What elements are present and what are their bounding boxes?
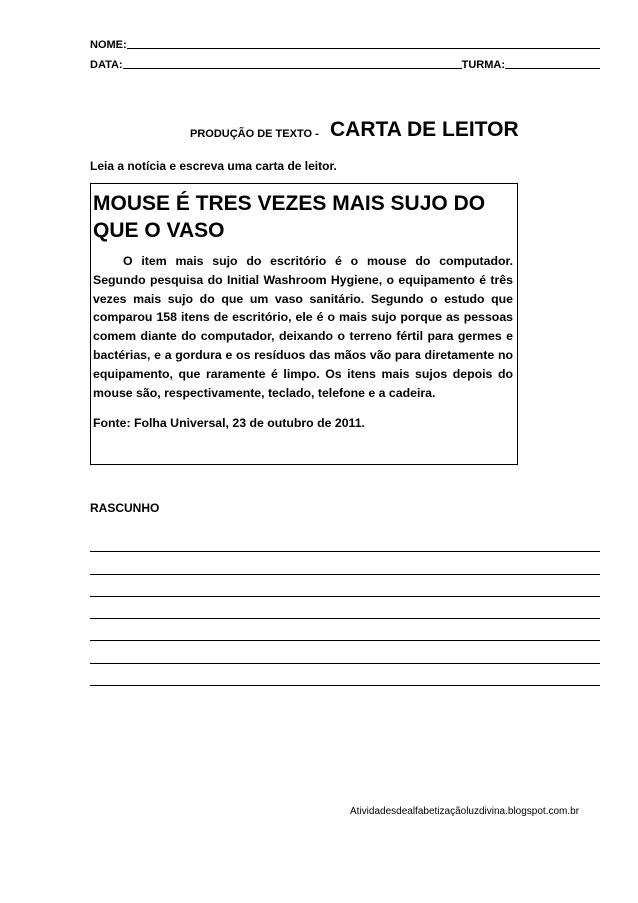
footer-credit: Atividadesdealfabetizaçãoluzdivina.blogspot.com.br (350, 806, 580, 817)
draft-label: RASCUNHO (90, 501, 160, 515)
draft-line[interactable] (90, 597, 600, 619)
draft-line[interactable] (90, 641, 600, 663)
date-label: DATA: (90, 59, 123, 71)
class-label: TURMA: (461, 59, 505, 71)
draft-line[interactable] (90, 552, 600, 574)
name-field[interactable] (90, 38, 600, 51)
news-headline: MOUSE É TRES VEZES MAIS SUJO DO QUE O VASO (93, 192, 486, 242)
draft-line[interactable] (90, 575, 600, 597)
news-box (90, 183, 518, 465)
instruction-text: Leia a notícia e escreva uma carta de leitor. (90, 159, 337, 173)
title-main: CARTA DE LEITOR (330, 118, 519, 141)
page-title (0, 118, 638, 148)
news-body: O item mais sujo do escritório é o mouse do computador. Segundo pesquisa do Initial Washroom Hygiene, o equipamento é três vezes mais sujo do que um vaso sanitário. Segundo o estudo que comparou 158 itens de escritório, ele é o mais sujo porque as pessoas comem diante do computador, deixando o terreno fértil para germes e bactérias, e a gordura e os resíduos das mãos vão para diretamente no equipamento, que raramente é limpo. Os itens mais sujos depois do mouse são, respectivamente, teclado, telefone e a cadeira. (93, 254, 513, 400)
date-blank-line[interactable] (123, 58, 462, 69)
draft-area[interactable] (90, 530, 600, 686)
draft-line[interactable] (90, 530, 600, 552)
class-blank-line[interactable] (505, 58, 600, 69)
title-prefix: PRODUÇÃO DE TEXTO - (190, 128, 319, 140)
draft-line[interactable] (90, 664, 600, 686)
name-label: NOME: (90, 39, 127, 51)
name-blank-line[interactable] (127, 38, 600, 49)
news-source: Fonte: Folha Universal, 23 de outubro de 2011. (93, 416, 365, 431)
date-class-row (90, 58, 600, 71)
draft-line[interactable] (90, 619, 600, 641)
